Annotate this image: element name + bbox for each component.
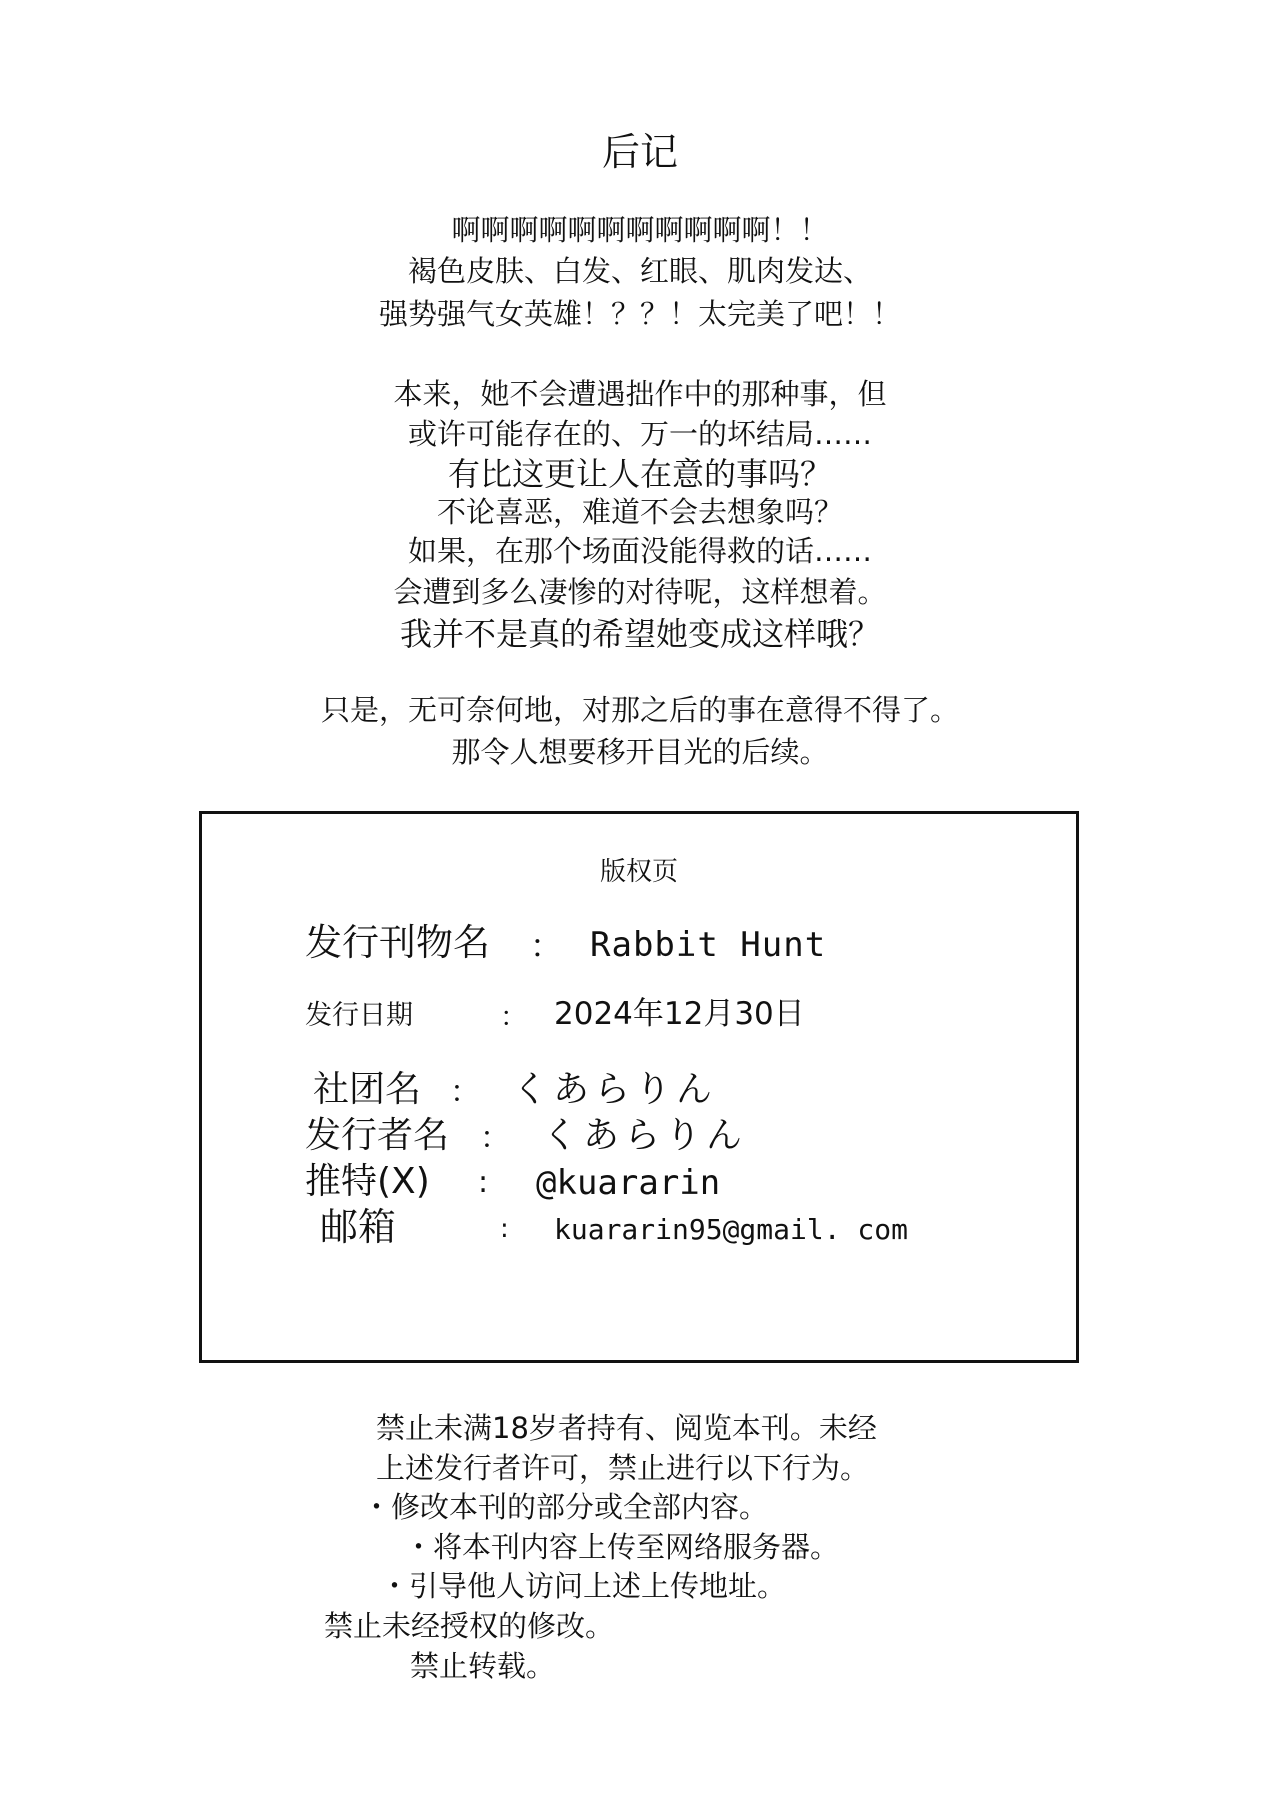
notice-line: 上述发行者许可，禁止进行以下行为。 (376, 1451, 870, 1485)
email-value: kuararin95@gmail. com (554, 1213, 909, 1246)
publisher-value: くあらりん (542, 1115, 748, 1156)
afterword-line: 本来，她不会遭遇拙作中的那种事，但 (393, 377, 887, 411)
afterword-line: 只是，无可奈何地，对那之后的事在意得不得了。 (320, 693, 959, 727)
notice-line: ・将本刊内容上传至网络服务器。 (404, 1530, 840, 1564)
afterword-line: 褐色皮肤、白发、红眼、肌肉发达、 (407, 254, 872, 288)
afterword-line: 那令人想要移开目光的后续。 (451, 735, 829, 769)
afterword-title: 后记 (601, 130, 678, 174)
email-label: 邮箱 (320, 1205, 397, 1249)
twitter-colon: : (478, 1165, 489, 1200)
afterword-line: 强势强气女英雄！？？！太完美了吧！！ (378, 297, 901, 331)
circle-label: 社团名 (313, 1069, 422, 1110)
twitter-label: 推特(X) (305, 1161, 430, 1202)
afterword-line: 啊啊啊啊啊啊啊啊啊啊啊！！ (451, 213, 829, 247)
circle-colon: ： (450, 1075, 480, 1110)
date-value: 2024年12月30日 (554, 996, 805, 1032)
twitter-value: @kuararin (536, 1163, 721, 1203)
email-colon: : (500, 1214, 509, 1244)
colophon-box (199, 811, 1079, 1363)
date-colon: ： (500, 1002, 527, 1033)
publication-label: 发行刊物名 (305, 921, 490, 964)
publisher-label: 发行者名 (305, 1115, 450, 1156)
publication-colon: ： (530, 927, 563, 965)
notice-line: 禁止转载。 (410, 1649, 556, 1683)
notice-line: 禁止未满18岁者持有、阅览本刊。未经 (376, 1411, 877, 1445)
notice-line: 禁止未经授权的修改。 (324, 1609, 615, 1643)
afterword-line: 如果，在那个场面没能得救的话…… (407, 534, 872, 568)
colophon-heading: 版权页 (599, 857, 678, 887)
publisher-colon: ： (480, 1121, 510, 1156)
circle-value: くあらりん (512, 1069, 718, 1110)
date-label: 发行日期 (305, 1000, 413, 1031)
afterword-line: 有比这更让人在意的事吗？ (447, 455, 832, 493)
afterword-line: 不论喜恶，难道不会去想象吗？ (436, 495, 843, 529)
notice-line: ・修改本刊的部分或全部内容。 (362, 1490, 769, 1524)
afterword-line: 我并不是真的希望她变成这样哦？ (399, 615, 880, 653)
publication-value: Rabbit Hunt (590, 925, 827, 965)
afterword-line: 会遭到多么凄惨的对待呢，这样想着。 (393, 575, 887, 609)
notice-line: ・引导他人访问上述上传地址。 (380, 1569, 787, 1603)
afterword-line: 或许可能存在的、万一的坏结局…… (407, 417, 872, 451)
